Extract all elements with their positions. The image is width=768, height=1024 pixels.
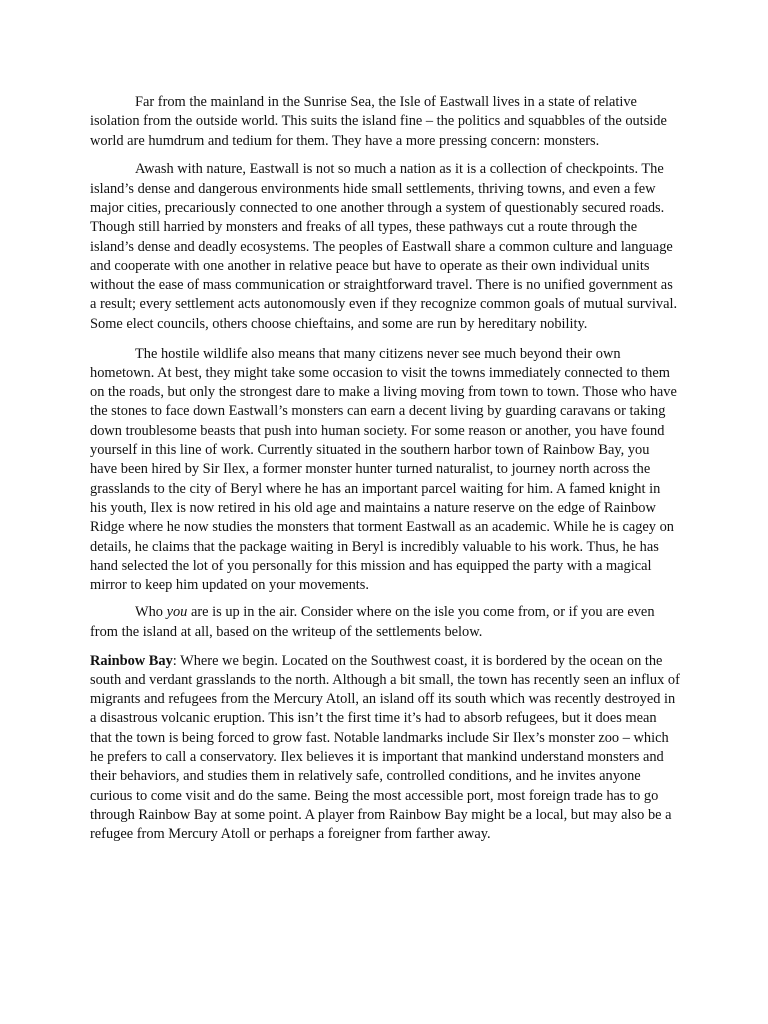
settlement-name: Rainbow Bay <box>90 652 173 669</box>
who-you-are-paragraph <box>90 603 680 642</box>
document-page <box>90 93 680 854</box>
settlement-description: : Where we begin. Located on the Southwest coast, it is bordered by the ocean on the south and verdant grasslands to the north. Although a bit small, the town has recently seen an influx of migrants and refugees from the Mercury Atoll, an island off its south which was recently destroyed in a disastrous volcanic eruption. This isn’t the first time it’s had to absorb refugees, but it does mean that the town is being forced to grow fast. Notable landmarks include Sir Ilex’s monster zoo – which he prefers to call a conservatory. Ilex believes it is important that mankind understand monsters and their behaviors, and studies them in relatively safe, controlled conditions, and he invites anyone curious to come visit and do the same. Being the most accessible port, most foreign trade has to go through Rainbow Bay at some point. A player from Rainbow Bay might be a local, but may also be a refugee from Mercury Atoll or perhaps a foreigner from farther away. <box>90 652 680 843</box>
hostile-wildlife-paragraph: The hostile wildlife also means that many citizens never see much beyond their own hometown. At best, they might take some occasion to visit the towns immediately connected to them on the roads, but only the strongest dare to make a living moving from town to town. Those who have the stones to face down Eastwall’s monsters can earn a decent living by guarding caravans or taking down troublesome beasts that push into human society. For some reason or another, you have found yourself in this line of work. Currently situated in the southern harbor town of Rainbow Bay, you have been hired by Sir Ilex, a former monster hunter turned naturalist, to journey north across the grasslands to the city of Beryl where he has an important parcel waiting for him. A famed knight in his youth, Ilex is now retired in his old age and maintains a nature reserve on the edge of Rainbow Ridge where he now studies the monsters that torment Eastwall as an academic. While he is cagey on details, he claims that the package waiting in Beryl is incredibly valuable to his work. Thus, he has hand selected the lot of you personally for this mission and has equipped the party with a magical mirror to keep him updated on your movements. <box>90 345 677 594</box>
emphasis-you: you <box>166 604 188 621</box>
intro-paragraph: Far from the mainland in the Sunrise Sea, the Isle of Eastwall lives in a state of relative isolation from the outside world. This suits the island fine – the politics and squabbles of the outside world are humdrum and tedium for them. They have a more pressing concern: monsters. <box>90 94 667 149</box>
who-after-text: are is up in the air. Consider where on the isle you come from, or if you are even from the island at all, based on the writeup of the settlements below. <box>90 604 655 640</box>
settlement-paragraph <box>90 652 680 845</box>
eastwall-description-paragraph: Awash with nature, Eastwall is not so much a nation as it is a collection of checkpoints. The island’s dense and dangerous environments hide small settlements, thriving towns, and even a few major cities, precariously connected to one another through a system of questionably secured roads. Though still harried by monsters and freaks of all types, these pathways cut a route through the island’s dense and deadly ecosystems. The peoples of Eastwall share a common culture and language and cooperate with one another in relative peace but have to operate as their own individual units without the ease of mass communication or straightforward travel. There is no unified government as a result; every settlement acts autonomously even if they recognize common goals of mutual survival. Some elect councils, others choose chieftains, and some are run by hereditary nobility. <box>90 161 678 332</box>
who-before-text: Who <box>135 604 167 621</box>
